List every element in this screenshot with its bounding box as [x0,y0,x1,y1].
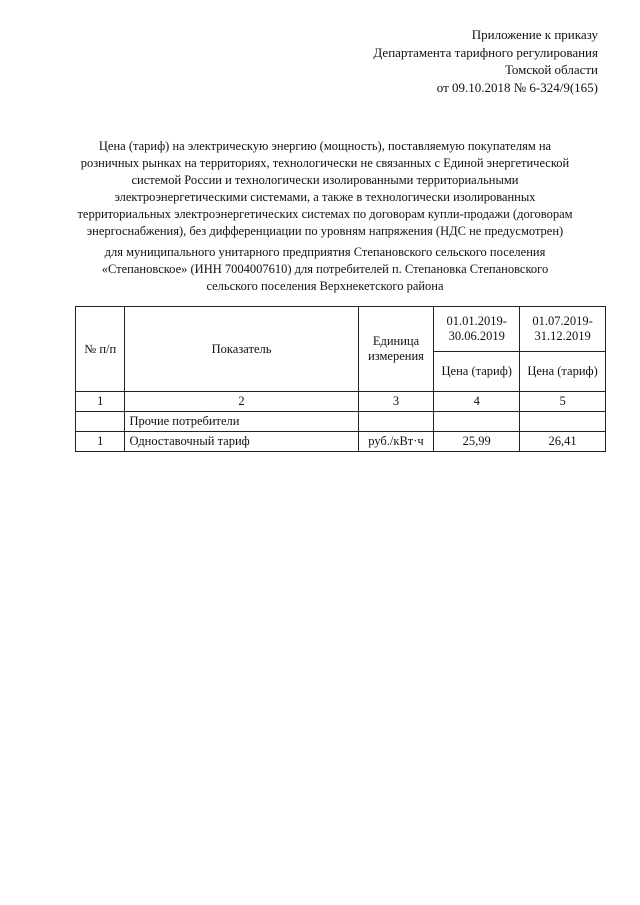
subtitle-line: для муниципального унитарного предприятия Степановского сельского поселения [104,245,546,259]
row-num: 1 [76,432,125,452]
title-line: энергоснабжения), без дифференциации по уровням напряжения (НДС не предусмотрен) [86,224,564,238]
tariff-table [75,306,606,452]
title-line: электроэнергетическими системами, а также в технологически изолированных [114,190,536,204]
table-row [76,432,606,452]
header-line-order-date: от 09.10.2018 № 6-324/9(165) [436,79,598,95]
document-title [75,138,575,240]
title-line: розничных рынках на территориях, технологически не связанных с Единой энергетической [80,156,570,170]
header-indicator: Показатель [125,307,358,392]
header-unit: Единица измерения [358,307,434,392]
header-period-2: 01.07.2019-31.12.2019 [520,307,606,352]
row-value-period-2: 26,41 [520,432,606,452]
table-cell-empty [520,412,606,432]
column-number: 4 [434,392,520,412]
table-cell-empty [76,412,125,432]
header-period-1: 01.01.2019-30.06.2019 [434,307,520,352]
title-line: Цена (тариф) на электрическую энергию (мощность), поставляемую покупателям на [98,139,552,153]
subtitle-line: «Степановское» (ИНН 7004007610) для потребителей п. Степановка Степановского [101,262,549,276]
subtitle-line: сельского поселения Верхнекетского района [206,279,444,293]
column-number: 2 [125,392,358,412]
table-header-row [76,307,606,352]
header-price-1: Цена (тариф) [434,351,520,391]
table-group-row [76,412,606,432]
column-number: 5 [520,392,606,412]
header-line-department: Департамента тарифного регулирования [373,44,598,60]
row-unit: руб./кВт·ч [358,432,434,452]
header-price-2: Цена (тариф) [520,351,606,391]
title-line: территориальных электроэнергетических системах по договорам купли-продажи (договорам [77,207,573,221]
header-num: № п/п [76,307,125,392]
row-name: Одноставочный тариф [125,432,358,452]
column-number: 1 [76,392,125,412]
document-subtitle [90,244,560,295]
column-number: 3 [358,392,434,412]
row-value-period-1: 25,99 [434,432,520,452]
document-header [373,26,598,96]
table-cell-empty [434,412,520,432]
header-line-appendix: Приложение к приказу [471,27,598,42]
table-cell-empty [358,412,434,432]
table-column-numbers-row [76,392,606,412]
title-line: системой России и технологически изолированными территориальными [131,173,519,187]
group-label: Прочие потребители [125,412,358,432]
header-line-region: Томской области [504,62,598,77]
